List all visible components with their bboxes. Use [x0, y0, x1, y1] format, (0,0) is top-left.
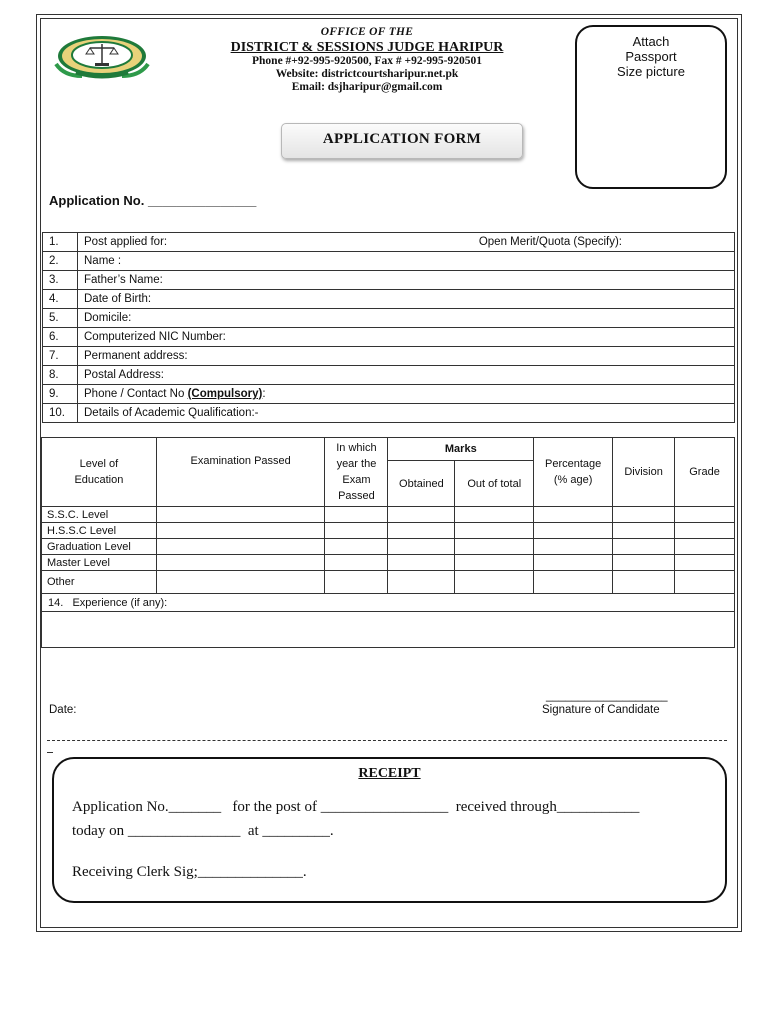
- table-cell[interactable]: [156, 507, 325, 523]
- personal-details-table: [42, 232, 735, 423]
- office-phone: Phone #+92-995-920500, Fax # +92-995-920501: [252, 55, 482, 67]
- table-row: [43, 271, 735, 290]
- table-cell[interactable]: [534, 555, 613, 571]
- table-cell[interactable]: [325, 571, 388, 594]
- date-label: Date:: [49, 704, 77, 716]
- table-cell[interactable]: [455, 571, 534, 594]
- header-grade: Grade: [675, 438, 735, 507]
- table-cell[interactable]: [613, 539, 675, 555]
- table-cell[interactable]: [455, 523, 534, 539]
- row-number: 2.: [43, 252, 78, 271]
- field-label: Domicile:: [84, 312, 132, 324]
- field-name[interactable]: [78, 252, 735, 271]
- office-email: Email: dsjharipur@gmail.com: [291, 81, 443, 93]
- table-cell[interactable]: [455, 555, 534, 571]
- passport-photo-label: Attach Passport Size picture: [617, 34, 685, 79]
- application-number: Application No. _______________: [49, 193, 257, 208]
- education-table: [41, 437, 735, 648]
- header-exam: Examination Passed: [156, 438, 325, 507]
- cut-line: [47, 740, 727, 741]
- field-permanent-address[interactable]: [78, 347, 735, 366]
- table-header-row: [42, 438, 735, 461]
- field-label: Permanent address:: [84, 350, 188, 362]
- field-quota-label: Open Merit/Quota (Specify):: [478, 236, 622, 248]
- education-level: Graduation Level: [42, 539, 157, 555]
- receipt-line-1: Application No._______ for the post of _________________ received through___________: [72, 799, 640, 815]
- table-row: [42, 612, 735, 648]
- table-cell[interactable]: [613, 507, 675, 523]
- header-out-of-total: Out of total: [455, 461, 534, 507]
- receipt-line-3: Receiving Clerk Sig;______________.: [72, 864, 307, 880]
- table-cell[interactable]: [675, 507, 735, 523]
- compulsory-note: (Compulsory): [187, 388, 263, 400]
- table-row: [43, 252, 735, 271]
- table-cell[interactable]: [156, 571, 325, 594]
- row-number: 10.: [43, 404, 78, 423]
- field-label: Father’s Name:: [84, 274, 163, 286]
- table-cell[interactable]: [455, 507, 534, 523]
- table-cell[interactable]: [325, 523, 388, 539]
- header-division: Division: [613, 438, 675, 507]
- row-number: 5.: [43, 309, 78, 328]
- row-number: 9.: [43, 385, 78, 404]
- field-academic-qualification: [78, 404, 735, 423]
- table-cell[interactable]: [534, 539, 613, 555]
- office-title: DISTRICT & SESSIONS JUDGE HARIPUR: [230, 40, 504, 55]
- education-level: S.S.C. Level: [42, 507, 157, 523]
- education-level: H.S.S.C Level: [42, 523, 157, 539]
- table-row: [42, 571, 735, 594]
- row-number: 8.: [43, 366, 78, 385]
- table-cell[interactable]: [388, 523, 455, 539]
- field-postal-address[interactable]: [78, 366, 735, 385]
- header-level: Level of Education: [42, 438, 157, 507]
- table-cell[interactable]: [388, 507, 455, 523]
- table-cell[interactable]: [325, 507, 388, 523]
- row-number: 7.: [43, 347, 78, 366]
- experience-field[interactable]: [42, 612, 735, 648]
- table-row: [42, 555, 735, 571]
- office-website: Website: districtcourtsharipur.net.pk: [275, 68, 459, 80]
- field-phone[interactable]: [78, 385, 735, 404]
- receipt-title: RECEIPT: [358, 766, 421, 781]
- table-cell[interactable]: [325, 539, 388, 555]
- cut-line-tail: [47, 752, 53, 753]
- table-row: [43, 347, 735, 366]
- row-number: 6.: [43, 328, 78, 347]
- education-level: Other: [42, 571, 157, 594]
- table-row: [42, 594, 735, 612]
- table-row: [43, 328, 735, 347]
- header-marks: Marks: [388, 438, 534, 461]
- signature-line: ___________________: [546, 690, 668, 702]
- table-cell[interactable]: [613, 555, 675, 571]
- table-cell[interactable]: [534, 507, 613, 523]
- field-domicile[interactable]: [78, 309, 735, 328]
- field-label: Date of Birth:: [84, 293, 152, 305]
- row-number: 4.: [43, 290, 78, 309]
- field-label: Post applied for:: [84, 236, 168, 248]
- table-cell[interactable]: [534, 571, 613, 594]
- table-cell[interactable]: [613, 523, 675, 539]
- table-cell[interactable]: [156, 523, 325, 539]
- field-date-of-birth[interactable]: [78, 290, 735, 309]
- signature-label: Signature of Candidate: [542, 704, 660, 716]
- table-cell[interactable]: [388, 555, 455, 571]
- table-row: [42, 539, 735, 555]
- row-number: 1.: [43, 233, 78, 252]
- table-cell[interactable]: [675, 571, 735, 594]
- table-row: [42, 523, 735, 539]
- field-post-applied[interactable]: [78, 233, 735, 252]
- table-cell[interactable]: [455, 539, 534, 555]
- table-row: [43, 233, 735, 252]
- table-row: [43, 290, 735, 309]
- education-level: Master Level: [42, 555, 157, 571]
- experience-label: 14. Experience (if any):: [42, 594, 735, 612]
- header-obtained: Obtained: [388, 461, 455, 507]
- field-label: Name :: [84, 255, 122, 267]
- field-cnic[interactable]: [78, 328, 735, 347]
- table-cell[interactable]: [388, 539, 455, 555]
- header-year: In which year the Exam Passed: [325, 438, 388, 507]
- table-cell[interactable]: [534, 523, 613, 539]
- header-percentage: Percentage (% age): [534, 438, 613, 507]
- table-cell[interactable]: [388, 571, 455, 594]
- field-label: Phone / Contact No: [84, 388, 188, 400]
- row-number: 3.: [43, 271, 78, 290]
- form-title: APPLICATION FORM: [281, 123, 523, 159]
- table-cell[interactable]: [156, 555, 325, 571]
- table-row: [43, 366, 735, 385]
- field-label-tail: :: [262, 388, 266, 400]
- table-row: [42, 507, 735, 523]
- field-label: Postal Address:: [84, 369, 164, 381]
- table-cell[interactable]: [675, 555, 735, 571]
- table-cell[interactable]: [613, 571, 675, 594]
- table-row: [43, 309, 735, 328]
- table-cell[interactable]: [675, 539, 735, 555]
- field-label: Computerized NIC Number:: [84, 331, 226, 343]
- table-cell[interactable]: [156, 539, 325, 555]
- field-label: Details of Academic Qualification:-: [84, 407, 259, 419]
- table-cell[interactable]: [325, 555, 388, 571]
- table-row: [43, 385, 735, 404]
- field-father-name[interactable]: [78, 271, 735, 290]
- table-row: [43, 404, 735, 423]
- office-line: OFFICE OF THE: [320, 26, 414, 38]
- district-judiciary-logo: [48, 28, 156, 80]
- table-cell[interactable]: [675, 523, 735, 539]
- receipt-line-2: today on _______________ at _________.: [72, 823, 334, 839]
